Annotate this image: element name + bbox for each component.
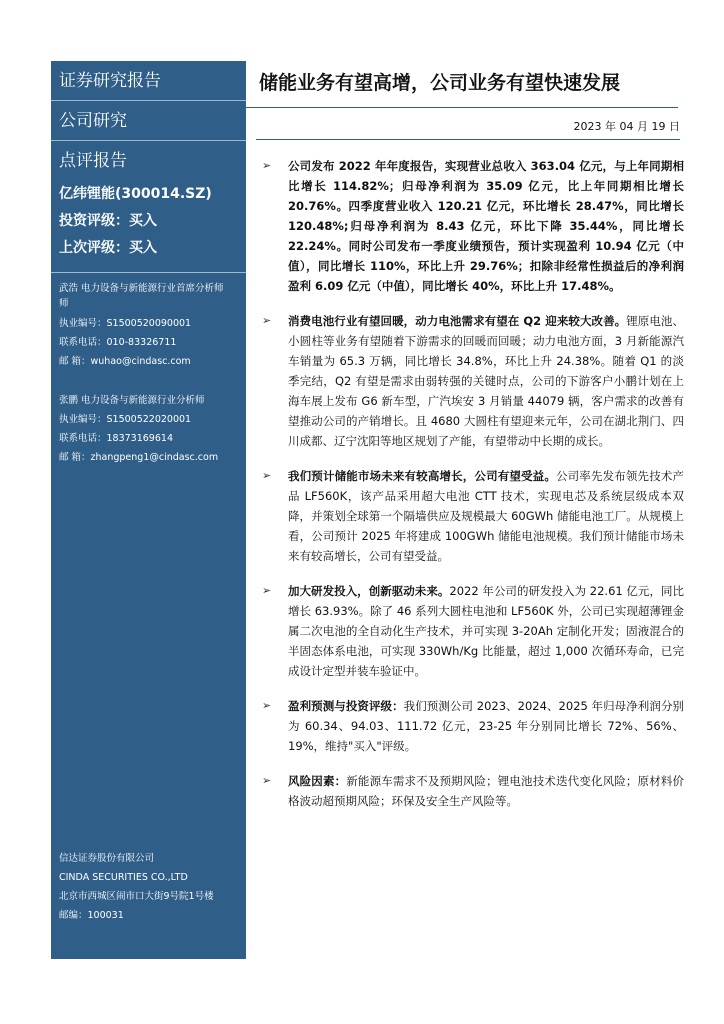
analyst2-email: 邮 箱：zhangpeng1@cindasc.com bbox=[59, 452, 219, 463]
firm-postcode: 邮编：100031 bbox=[59, 910, 124, 921]
bullet-lead: 盈利预测与投资评级： bbox=[288, 699, 404, 713]
arrow-icon: ➢ bbox=[262, 699, 272, 712]
bullet-lead: 消费电池行业有望回暖，动力电池需求有望在 Q2 迎来较大改善。 bbox=[288, 314, 627, 328]
analyst1-cert: 执业编号：S1500520090001 bbox=[59, 318, 192, 329]
firm-en-name: CINDA SECURITIES CO.,LTD bbox=[59, 872, 188, 883]
arrow-icon: ➢ bbox=[262, 314, 272, 327]
bullet-item bbox=[262, 771, 684, 811]
title-bar bbox=[246, 61, 678, 108]
analyst2-cert: 执业编号：S1500522020001 bbox=[59, 414, 192, 425]
arrow-icon: ➢ bbox=[262, 159, 272, 172]
bullet-text: 我们预测公司 2023、2024、2025 年归母净利润分别为 60.34、94.03、111.72 亿元，23-25 年分别同比增长 72%、56%、19%，维持"买入"评级。 bbox=[288, 699, 685, 753]
report-subtype-header: 点评报告 bbox=[59, 151, 127, 171]
firm-info bbox=[51, 849, 246, 925]
bullet-item bbox=[262, 311, 684, 451]
bullet-item bbox=[262, 466, 684, 566]
analyst1-name-title: 武浩 电力设备与新能源行业首席分析师 bbox=[59, 283, 224, 294]
analyst2-phone: 联系电话：18373169614 bbox=[59, 433, 173, 444]
arrow-icon: ➢ bbox=[262, 469, 272, 482]
report-body bbox=[262, 156, 684, 826]
bullet-text: 新能源车需求不及预期风险；锂电池技术迭代变化风险；原材料价格波动超预期风险；环保及安全生产风险等。 bbox=[288, 774, 685, 808]
previous-rating: 上次评级：买入 bbox=[59, 240, 157, 256]
investment-rating: 投资评级：买入 bbox=[59, 213, 157, 229]
bullet-text: 锂原电池、小圆柱等业务有望随着下游需求的回暖而回暖；动力电池方面，3 月新能源汽车销量为 65.3 万辆，同比增长 34.8%，环比上升 24.38%。随着 Q1 的淡季完结，Q2 有望是需求由弱转强的关键时点，公司的下游客户小鹏计划在上海车展上发布 G6 新车型，广汽埃安 3 月销量 44079 辆，客户需求的改善有望推动公司的产销增长。且 4680 大圆柱有望迎来元年，公司在湖北荆门、四川成都、辽宁沈阳等地区规划了产能，有望带动中长期的成长。 bbox=[288, 314, 684, 448]
bullet-lead: 风险因素： bbox=[288, 774, 347, 788]
bullet-item bbox=[262, 696, 684, 756]
analyst1-email: 邮 箱：wuhao@cindasc.com bbox=[59, 356, 191, 367]
company-name: 亿纬锂能(300014.SZ) bbox=[59, 186, 212, 202]
arrow-icon: ➢ bbox=[262, 584, 272, 597]
analyst1-title-wrap: 师 bbox=[59, 298, 69, 309]
bullet-text: 2022 年公司的研发投入为 22.61 亿元，同比增长 63.93%。除了 46 系列大圆柱电池和 LF560K 外，公司已实现超薄锂金属二次电池的全自动化生产技术，并可实现 3-20Ah 定制化开发；固液混合的半固态体系电池，可实现 330Wh/Kg 比能量，超过 1,000 次循环寿命，已完成设计定型并装车验证中。 bbox=[288, 584, 685, 678]
report-date: 2023 年 04 月 19 日 bbox=[573, 120, 680, 133]
bullet-text: 公司发布 2022 年年度报告，实现营业总收入 363.04 亿元，与上年同期相比增长 114.82%；归母净利润为 35.09 亿元，比上年同期相比增长 20.76%。四季度营业收入 120.21 亿元，环比增长 28.47%，同比增长 120.48%;归母净利润为 8.43 亿元，环比下降 35.44%，同比增长 22.24%。同时公司发布一季度业绩预告，预计实现盈利 10.94 亿元（中值），同比增长 110%，环比上升 29.76%；扣除非经常性损益后的净利润盈利 6.09 亿元（中值），同比增长 40%，环比上升 17.48%。 bbox=[288, 159, 684, 293]
bullet-lead: 加大研发投入，创新驱动未来。 bbox=[288, 584, 450, 598]
bullet-item bbox=[262, 581, 684, 681]
report-title: 储能业务有望高增，公司业务有望快速发展 bbox=[259, 72, 621, 94]
sidebar bbox=[51, 61, 246, 959]
date-divider bbox=[256, 139, 680, 140]
arrow-icon: ➢ bbox=[262, 774, 272, 787]
report-type-header: 证券研究报告 bbox=[51, 61, 246, 101]
firm-address: 北京市西城区闹市口大街9号院1号楼 bbox=[59, 891, 214, 902]
bullet-text: 公司率先发布领先技术产品 LF560K，该产品采用超大电池 CTT 技术，实现电芯及系统层级成本双降，并策划全球第一个隔墙供应及规模最大 60GWh 储能电池工厂。从规模上看，公司预计 2025 年将建成 100GWh 储能电池规模。我们预计储能市场未来有较高增长，公司有望受益。 bbox=[288, 469, 684, 563]
analyst2-name-title: 张鹏 电力设备与新能源行业分析师 bbox=[59, 395, 205, 406]
bullet-lead: 我们预计储能市场未来有较高增长，公司有望受益。 bbox=[288, 469, 556, 483]
analyst1-phone: 联系电话：010-83326711 bbox=[59, 337, 177, 348]
bullet-item bbox=[262, 156, 684, 296]
firm-cn-name: 信达证券股份有限公司 bbox=[59, 853, 155, 864]
research-category-header: 公司研究 bbox=[51, 101, 246, 141]
